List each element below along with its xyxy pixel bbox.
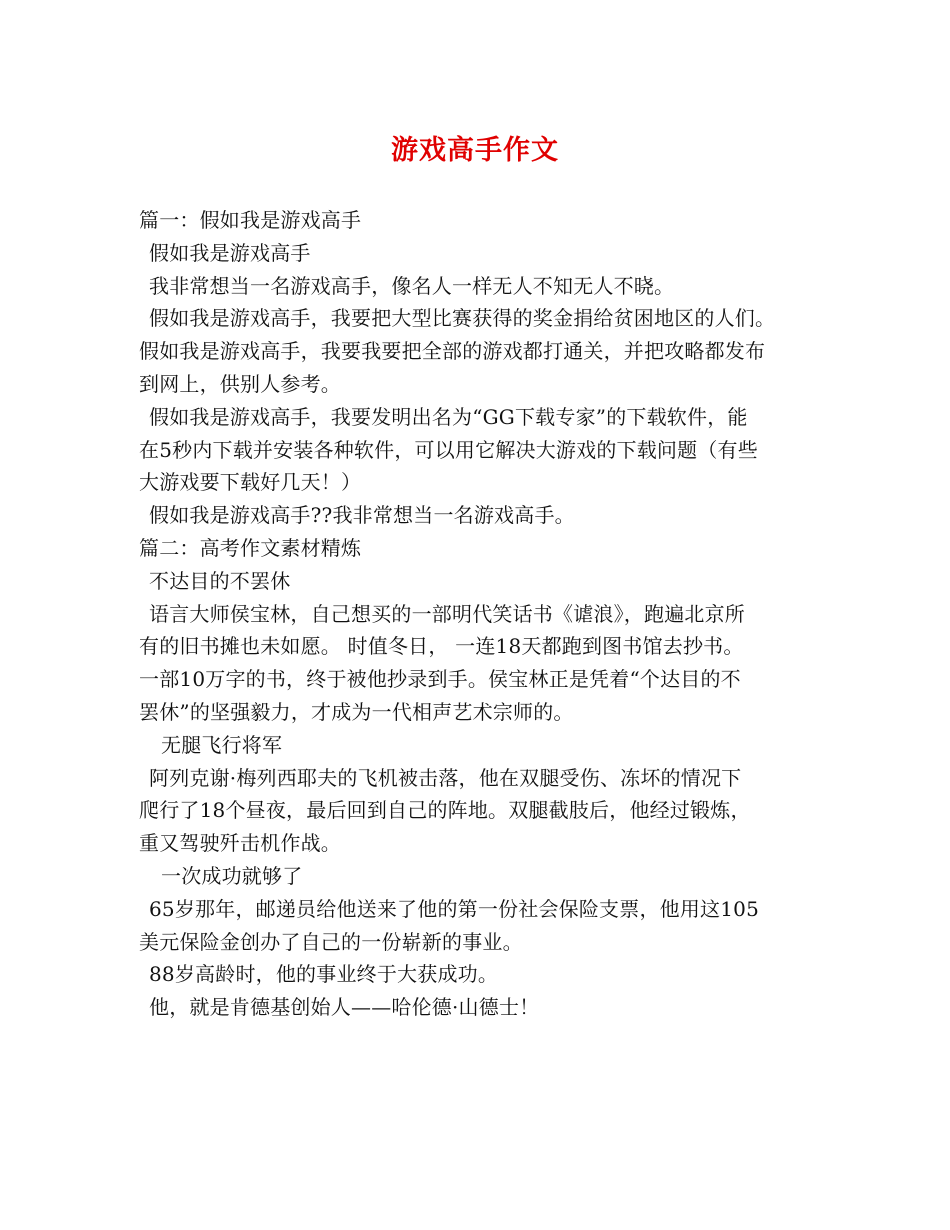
text-line: 一部10万字的书，终于被他抄录到手。侯宝林正是凭着“个达目的不 [139, 667, 741, 692]
text-line: 语言大师侯宝林，自己想买的一部明代笑话书《谑浪》，跑遍北京所 [149, 601, 745, 626]
text-line: 我非常想当一名游戏高手，像名人一样无人不知无人不晓。 [149, 273, 675, 298]
text-line: 在5秒内下载并安装各种软件，可以用它解决大游戏的下载问题（有些 [139, 437, 758, 462]
text-line: 篇二：高考作文素材精炼 [139, 535, 362, 560]
text-line: 假如我是游戏高手，我要把大型比赛获得的奖金捐给贫困地区的人们。 [149, 306, 776, 331]
text-line: 大游戏要下载好几天！） [139, 470, 362, 495]
text-line: 无腿飞行将军 [161, 732, 283, 757]
text-line: 他，就是肯德基创始人——哈伦德·山德士！ [149, 995, 540, 1020]
text-line: 88岁高龄时，他的事业终于大获成功。 [149, 962, 499, 987]
text-line: 到网上，供别人参考。 [139, 371, 341, 396]
text-line: 一次成功就够了 [161, 863, 303, 888]
text-line: 美元保险金创办了自己的一份崭新的事业。 [139, 929, 523, 954]
document-title: 游戏高手作文 [391, 135, 559, 166]
text-line: 重又驾驶歼击机作战。 [139, 831, 341, 856]
text-line: 假如我是游戏高手，我要发明出名为“GG下载专家”的下载软件，能 [149, 404, 748, 429]
text-line: 假如我是游戏高手，我要我要把全部的游戏都打通关，并把攻略都发布 [139, 339, 766, 364]
text-line: 篇一：假如我是游戏高手 [139, 208, 362, 232]
document-body [139, 204, 829, 1024]
text-line: 不达目的不罢休 [149, 568, 291, 593]
text-line: 假如我是游戏高手 [149, 240, 311, 265]
text-line: 罢休”的坚强毅力，才成为一代相声艺术宗师的。 [139, 699, 574, 724]
text-line: 有的旧书摊也未如愿。 时值冬日， 一连18天都跑到图书馆去抄书。 [139, 634, 744, 659]
text-line: 爬行了18个昼夜，最后回到自己的阵地。双腿截肢后，他经过锻炼， [139, 798, 751, 823]
text-line: 65岁那年，邮递员给他送来了他的第一份社会保险支票，他用这105 [149, 896, 760, 921]
text-line: 假如我是游戏高手??我非常想当一名游戏高手。 [149, 503, 575, 528]
text-line: 阿列克谢·梅列西耶夫的飞机被击落，他在双腿受伤、冻坏的情况下 [149, 765, 742, 790]
